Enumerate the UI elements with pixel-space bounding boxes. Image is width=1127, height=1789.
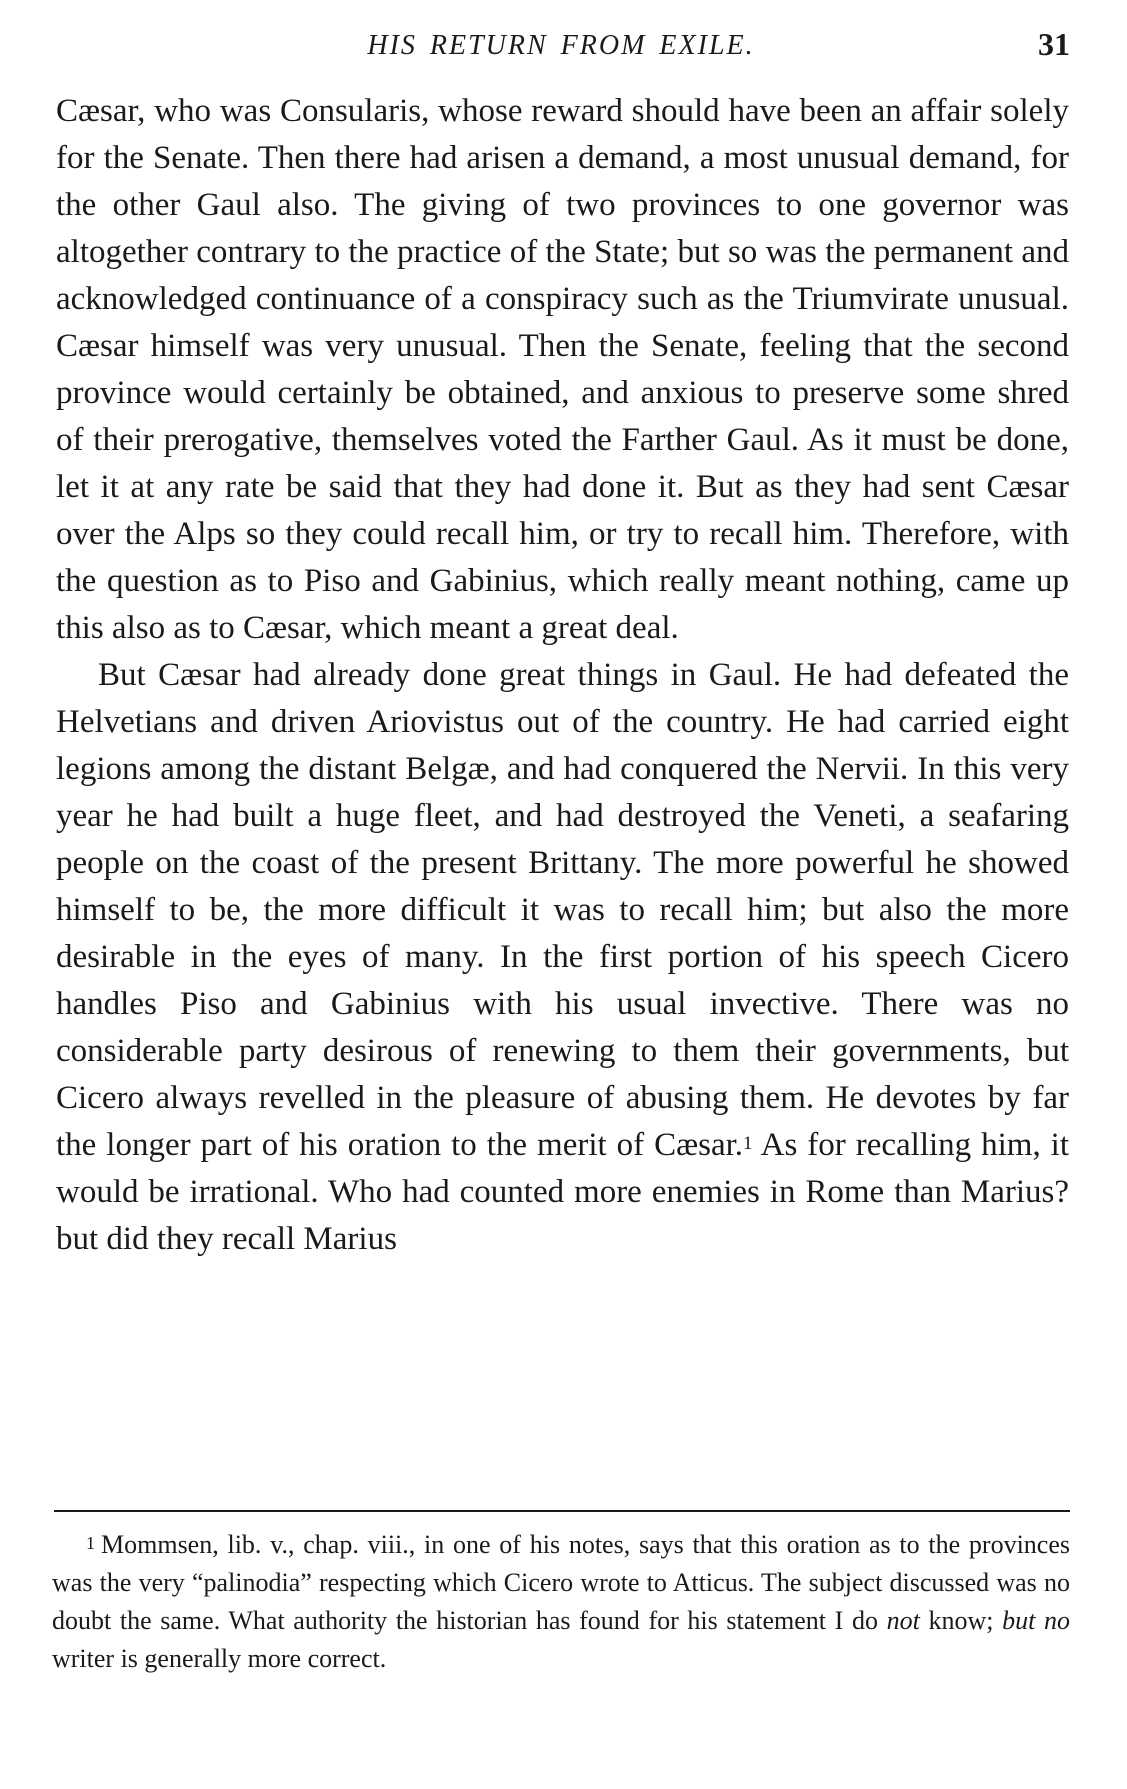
footnote-italic-2: but no	[1002, 1606, 1070, 1635]
paragraph-2-text-before-ref: But Cæsar had already done great things in Gaul. He had defeated the Helvetians and driven Ariovistus out of the country. He had carried eight legions among the distant Belgæ, and had conquered the Nervii. In this very year he had built a huge fleet, and had destroyed the Veneti, a seafaring people on the coast of the present Brittany. The more powerful he showed himself to be, the more difficult it was to recall him; but also the more desirable in the eyes of many. In the first portion of his speech Cicero handles Piso and Gabinius with his usual invective. There was no considerable party desirous of renewing to them their governments, but Cicero always revelled in the pleasure of abusing them. He devotes by far the longer part of his oration to the merit of Cæsar.	[56, 657, 1069, 1163]
footnote-text-1: Mommsen, lib. v., chap. viii., in one of his notes, says that this oration as to the provinces was the very “palinodia” respecting which Cicero wrote to Atticus. The subject discussed was no doubt the same. What authority the historian has found for his statement I do	[52, 1530, 1070, 1635]
footnote-italic-1: not	[886, 1606, 920, 1635]
paragraph-2	[56, 652, 1069, 1263]
running-title: HIS RETURN FROM EXILE.	[367, 30, 755, 61]
body-text	[56, 88, 1069, 1263]
paragraph-1: Cæsar, who was Consularis, whose reward should have been an affair solely for the Senate. Then there had arisen a demand, a most unusual demand, for the other Gaul also. The giving of two provinces to one governor was altogether contrary to the practice of the State; but so was the permanent and acknowledged continuance of a conspiracy such as the Triumvirate unusual. Cæsar himself was very unusual. Then the Senate, feeling that the second province would certainly be obtained, and anxious to preserve some shred of their prerogative, themselves voted the Farther Gaul. As it must be done, let it at any rate be said that they had done it. But as they had sent Cæsar over the Alps so they could recall him, or try to recall him. Therefore, with the question as to Piso and Gabinius, which really meant nothing, came up this also as to Cæsar, which meant a great deal.	[56, 93, 1069, 646]
paragraph-2-text-after-ref: As for recalling him, it would be irrational. Who had counted more enemies in Rome than Marius? but did they recall Marius	[56, 1127, 1069, 1257]
footnote-rule	[54, 1510, 1070, 1512]
footnote-text-2: know;	[919, 1606, 1003, 1635]
footnote-text-3: writer is generally more correct.	[52, 1644, 387, 1673]
running-head	[52, 26, 1070, 70]
footnote-reference: 1	[743, 1133, 753, 1154]
footnote	[52, 1526, 1070, 1678]
footnote-marker: 1	[86, 1533, 95, 1553]
page-number: 31	[1038, 26, 1070, 62]
